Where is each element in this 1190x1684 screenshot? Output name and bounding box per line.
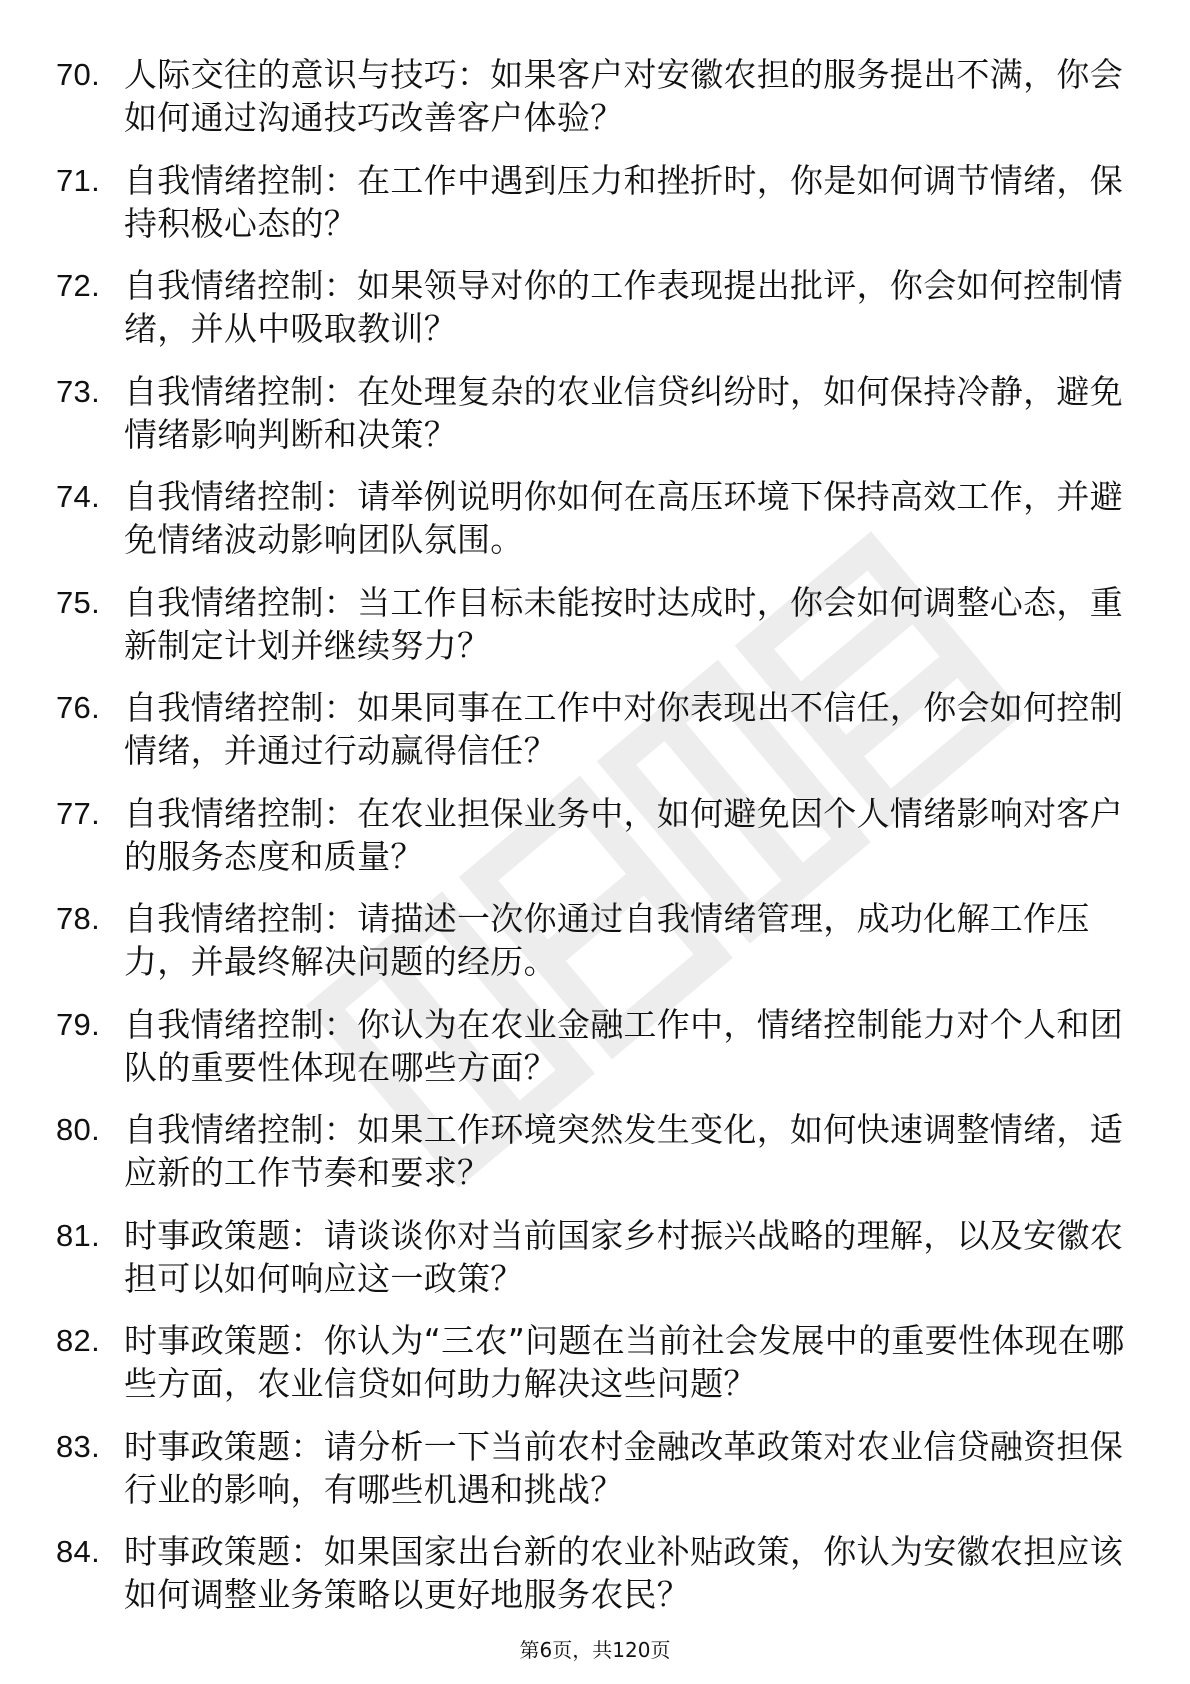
question-item (56, 370, 1136, 456)
question-text: 时事政策题：请分析一下当前农村金融改革政策对农业信贷融资担保行业的影响，有哪些机遇和挑战？ (124, 1426, 1123, 1509)
question-text: 自我情绪控制：在工作中遇到压力和挫折时，你是如何调节情绪，保持积极心态的？ (124, 160, 1123, 243)
question-text: 时事政策题：请谈谈你对当前国家乡村振兴战略的理解，以及安徽农担可以如何响应这一政策？ (124, 1215, 1123, 1298)
question-number: 83. (56, 1428, 100, 1464)
question-item (56, 264, 1136, 350)
question-text: 自我情绪控制：在处理复杂的农业信贷纠纷时，如何保持冷静，避免情绪影响判断和决策？ (124, 371, 1123, 454)
question-item (56, 581, 1136, 667)
question-text: 时事政策题：如果国家出台新的农业补贴政策，你认为安徽农担应该如何调整业务策略以更好地服务农民？ (124, 1532, 1123, 1614)
question-item (56, 1530, 1136, 1616)
question-list (56, 53, 1136, 1636)
question-number: 79. (56, 1006, 100, 1042)
question-item (56, 792, 1136, 878)
question-item (56, 1214, 1136, 1300)
question-text: 自我情绪控制：你认为在农业金融工作中，情绪控制能力对个人和团队的重要性体现在哪些方面？ (124, 1004, 1123, 1087)
question-text: 自我情绪控制：在农业担保业务中，如何避免因个人情绪影响对客户的服务态度和质量？ (124, 793, 1123, 876)
question-number: 77. (56, 795, 100, 831)
question-number: 84. (56, 1534, 100, 1569)
question-text: 自我情绪控制：请举例说明你如何在高压环境下保持高效工作，并避免情绪波动影响团队氛围。 (124, 477, 1123, 559)
question-text: 自我情绪控制：如果同事在工作中对你表现出不信任，你会如何控制情绪，并通过行动赢得信任？ (124, 688, 1123, 770)
question-item (56, 1003, 1136, 1089)
page-footer (0, 1634, 1190, 1663)
question-item (56, 1108, 1136, 1194)
question-number: 73. (56, 373, 100, 409)
question-number: 76. (56, 690, 100, 725)
question-item (56, 159, 1136, 245)
question-text: 自我情绪控制：当工作目标未能按时达成时，你会如何调整心态，重新制定计划并继续努力？ (124, 582, 1123, 665)
question-item (56, 897, 1136, 983)
question-text: 自我情绪控制：如果领导对你的工作表现提出批评，你会如何控制情绪，并从中吸取教训？ (124, 266, 1123, 348)
question-text: 时事政策题：你认为“三农”问题在当前社会发展中的重要性体现在哪些方面，农业信贷如何助力解决这些问题？ (124, 1321, 1125, 1403)
question-item (56, 475, 1136, 561)
question-number: 74. (56, 479, 100, 514)
question-text: 自我情绪控制：请描述一次你通过自我情绪管理，成功化解工作压力，并最终解决问题的经历。 (124, 899, 1090, 981)
question-item (56, 53, 1136, 139)
page-number-label: 第6页，共120页 (519, 1638, 671, 1662)
question-text: 自我情绪控制：如果工作环境突然发生变化，如何快速调整情绪，适应新的工作节奏和要求？ (124, 1110, 1123, 1192)
question-number: 71. (56, 162, 100, 198)
question-number: 78. (56, 901, 100, 936)
question-number: 82. (56, 1323, 100, 1358)
question-number: 80. (56, 1112, 100, 1147)
question-number: 75. (56, 584, 100, 620)
question-text: 人际交往的意识与技巧：如果客户对安徽农担的服务提出不满，你会如何通过沟通技巧改善客户体验？ (124, 55, 1123, 137)
question-number: 81. (56, 1217, 100, 1253)
question-item (56, 686, 1136, 772)
question-number: 72. (56, 268, 100, 303)
question-item (56, 1319, 1136, 1405)
question-item (56, 1425, 1136, 1511)
question-number: 70. (56, 57, 100, 92)
